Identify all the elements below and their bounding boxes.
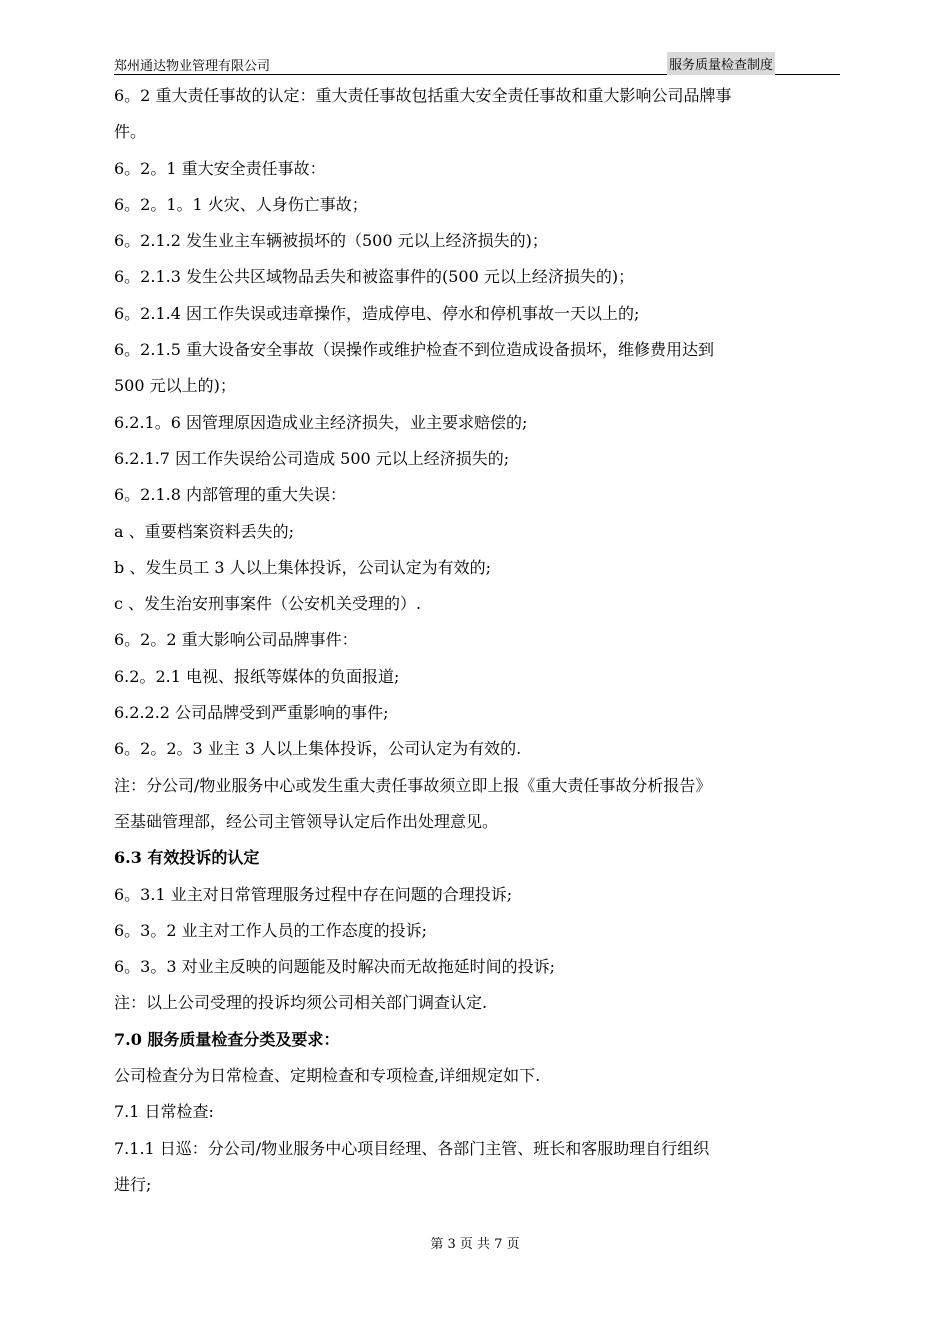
text-line: 6。3。2 业主对工作人员的工作态度的投诉; [114, 920, 428, 940]
text-line: 公司检查分为日常检查、定期检查和专项检查,详细规定如下. [114, 1066, 541, 1086]
note-line: 至基础管理部，经公司主管领导认定后作出处理意见。 [114, 811, 499, 831]
page-header [114, 52, 840, 75]
page-number-footer: 第 3 页 共 7 页 [430, 1237, 520, 1252]
text-line: 6。2。2。3 业主 3 人以上集体投诉，公司认定为有效的. [114, 739, 522, 759]
text-line: 6。2.1.4 因工作失误或违章操作，造成停电、停水和停机事故一天以上的; [114, 303, 640, 323]
text-line: 进行; [114, 1174, 152, 1194]
text-line: 6。2。1 重大安全责任事故： [114, 158, 326, 178]
text-line: 6。2.1.3 发生公共区域物品丢失和被盗事件的(500 元以上经济损失的)； [114, 267, 635, 287]
text-line: 7.1.1 日巡：分公司/物业服务中心项目经理、各部门主管、班长和客服助理自行组织 [114, 1138, 710, 1158]
text-line: 500 元以上的)； [114, 376, 236, 396]
note-line: 注：以上公司受理的投诉均须公司相关部门调查认定. [114, 993, 488, 1013]
text-line: 6。2.1.2 发生业主车辆被损坏的（500 元以上经济损失的)； [114, 231, 548, 251]
list-item-a: a 、重要档案资料丢失的; [114, 521, 295, 541]
text-line: 6.2.2.2 公司品牌受到严重影响的事件; [114, 703, 389, 723]
text-line: 6。2.1.5 重大设备安全事故（误操作或维护检查不到位造成设备损坏，维修费用达到 [114, 340, 714, 360]
note-line: 注：分公司/物业服务中心或发生重大责任事故须立即上报《重大责任事故分析报告》 [114, 775, 712, 795]
company-name: 郑州通达物业管理有限公司 [114, 59, 271, 74]
text-line: 6。3。3 对业主反映的问题能及时解决而无故拖延时间的投诉; [114, 957, 556, 977]
text-line: 6.2.1。6 因管理原因造成业主经济损失，业主要求赔偿的; [114, 412, 528, 432]
list-item-c: c 、发生治安刑事案件（公安机关受理的）. [114, 594, 422, 614]
text-line: 6。2。2 重大影响公司品牌事件： [114, 630, 358, 650]
text-line: 6。2.1.8 内部管理的重大失误： [114, 485, 346, 505]
text-line: 件。 [114, 122, 147, 142]
document-body [114, 78, 838, 1203]
text-line: 6.2.1.7 因工作失误给公司造成 500 元以上经济损失的; [114, 448, 510, 468]
text-line: 6。2。1。1 火灾、人身伤亡事故； [114, 194, 368, 214]
text-line: 6。2 重大责任事故的认定：重大责任事故包括重大安全责任事故和重大影响公司品牌事 [114, 86, 732, 105]
text-line: 6.2。2.1 电视、报纸等媒体的负面报道; [114, 666, 400, 686]
subsection-heading: 7.1 日常检查: [114, 1102, 214, 1122]
section-heading: 7.0 服务质量检查分类及要求： [114, 1029, 340, 1049]
section-heading: 6.3 有效投诉的认定 [114, 848, 260, 868]
text-line: 6。3.1 业主对日常管理服务过程中存在问题的合理投诉; [114, 884, 513, 904]
list-item-b: b 、发生员工 3 人以上集体投诉，公司认定为有效的; [114, 557, 492, 577]
document-title: 服务质量检查制度 [667, 52, 775, 75]
